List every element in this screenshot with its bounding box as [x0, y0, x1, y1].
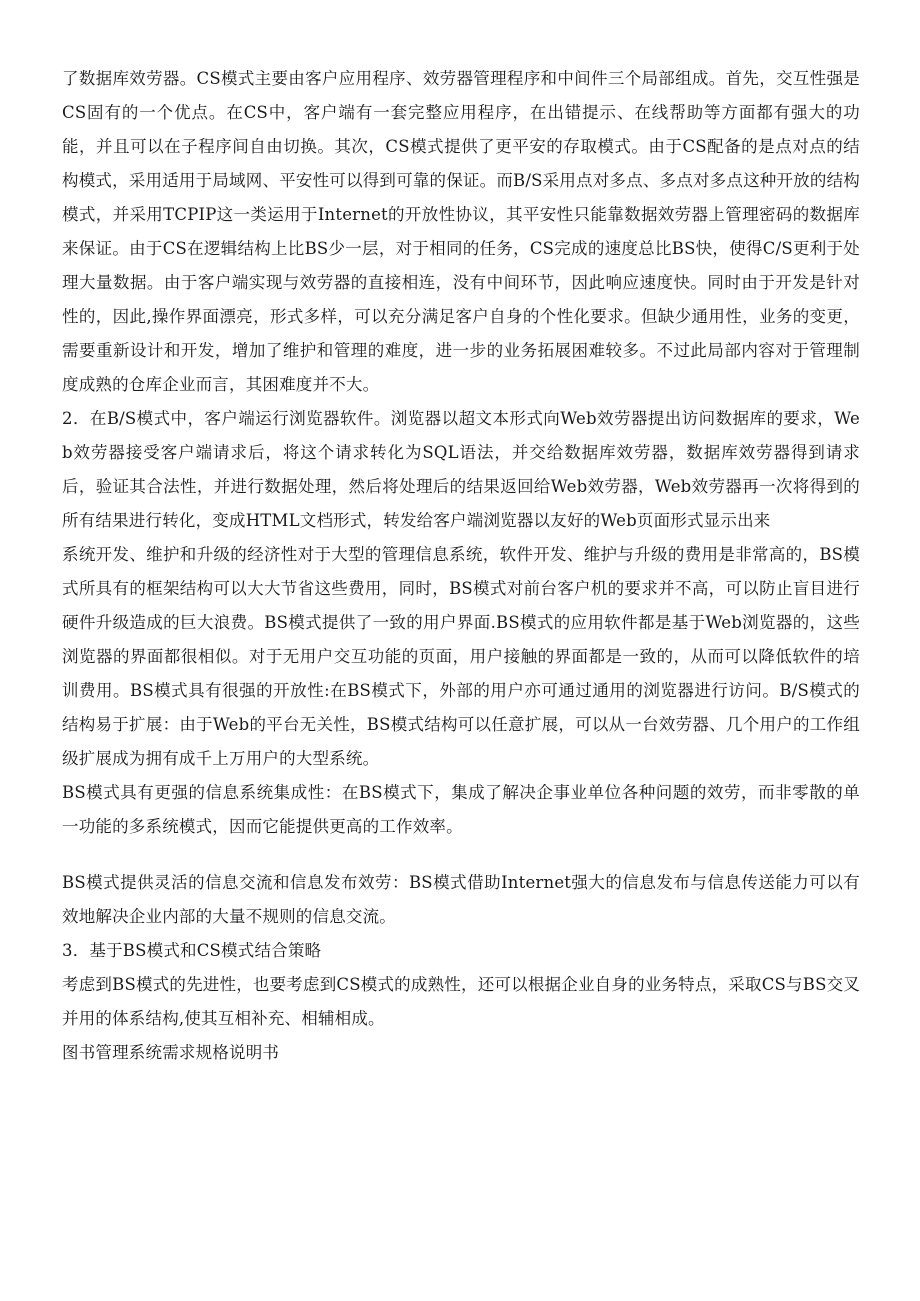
paragraph-bs-information-exchange: BS模式提供灵活的信息交流和信息发布效劳：BS模式借助Internet强大的信息发布与信息传送能力可以有效地解决企业内部的大量不规则的信息交流。 — [62, 873, 860, 926]
section-heading-combined-strategy: 3．基于BS模式和CS模式结合策略 — [62, 941, 322, 960]
paragraph-bs-mode-workflow: 2．在B/S模式中，客户端运行浏览器软件。浏览器以超文本形式向Web效劳器提出访问数据库的要求，Web效劳器接受客户端请求后，将这个请求转化为SQL语法，并交给数据库效劳器，数据库效劳器得到请求后，验证其合法性，并进行数据处理，然后将处理后的结果返回给Web效劳器，Web效劳器再一次将得到的所有结果进行转化，变成HTML文档形式，转发给客户端浏览器以友好的Web页面形式显示出来 — [62, 409, 860, 530]
paragraph-cs-mode: 了数据库效劳器。CS模式主要由客户应用程序、效劳器管理程序和中间件三个局部组成。首先，交互性强是CS固有的一个优点。在CS中，客户端有一套完整应用程序，在出错提示、在线帮助等方面都有强大的功能，并且可以在子程序间自由切换。其次，CS模式提供了更平安的存取模式。由于CS配备的是点对点的结构模式，采用适用于局域网、平安性可以得到可靠的保证。而B/S采用点对多点、多点对多点这种开放的结构模式，并采用TCPIP这一类运用于Internet的开放性协议，其平安性只能靠数据效劳器上管理密码的数据库来保证。由于CS在逻辑结构上比BS少一层，对于相同的任务，CS完成的速度总比BS快，使得C/S更利于处理大量数据。由于客户端实现与效劳器的直接相连，没有中间环节，因此响应速度快。同时由于开发是针对性的，因此,操作界面漂亮，形式多样，可以充分满足客户自身的个性化要求。但缺少通用性，业务的变更，需要重新设计和开发，增加了维护和管理的难度，进一步的业务拓展困难较多。不过此局部内容对于管理制度成熟的仓库企业而言，其困难度并不大。 — [62, 69, 860, 394]
paragraph-spacer — [62, 844, 860, 866]
document-title-requirements-spec: 图书管理系统需求规格说明书 — [62, 1043, 280, 1062]
paragraph-combined-strategy: 考虑到BS模式的先进性，也要考虑到CS模式的成熟性，还可以根据企业自身的业务特点，采取CS与BS交叉并用的体系结构,使其互相补充、相辅相成。 — [62, 975, 860, 1028]
paragraph-bs-integration: BS模式具有更强的信息系统集成性：在BS模式下，集成了解决企事业单位各种问题的效劳，而非零散的单一功能的多系统模式，因而它能提供更高的工作效率。 — [62, 783, 860, 836]
document-page — [62, 62, 860, 1070]
paragraph-bs-economics: 系统开发、维护和升级的经济性对于大型的管理信息系统，软件开发、维护与升级的费用是非常高的，BS模式所具有的框架结构可以大大节省这些费用，同时，BS模式对前台客户机的要求并不高，可以防止盲目进行硬件升级造成的巨大浪费。BS模式提供了一致的用户界面.BS模式的应用软件都是基于Web浏览器的，这些浏览器的界面都很相似。对于无用户交互功能的页面，用户接触的界面都是一致的，从而可以降低软件的培训费用。BS模式具有很强的开放性:在BS模式下，外部的用户亦可通过通用的浏览器进行访问。B/S模式的结构易于扩展：由于Web的平台无关性，BS模式结构可以任意扩展，可以从一台效劳器、几个用户的工作组级扩展成为拥有成千上万用户的大型系统。 — [62, 545, 860, 768]
